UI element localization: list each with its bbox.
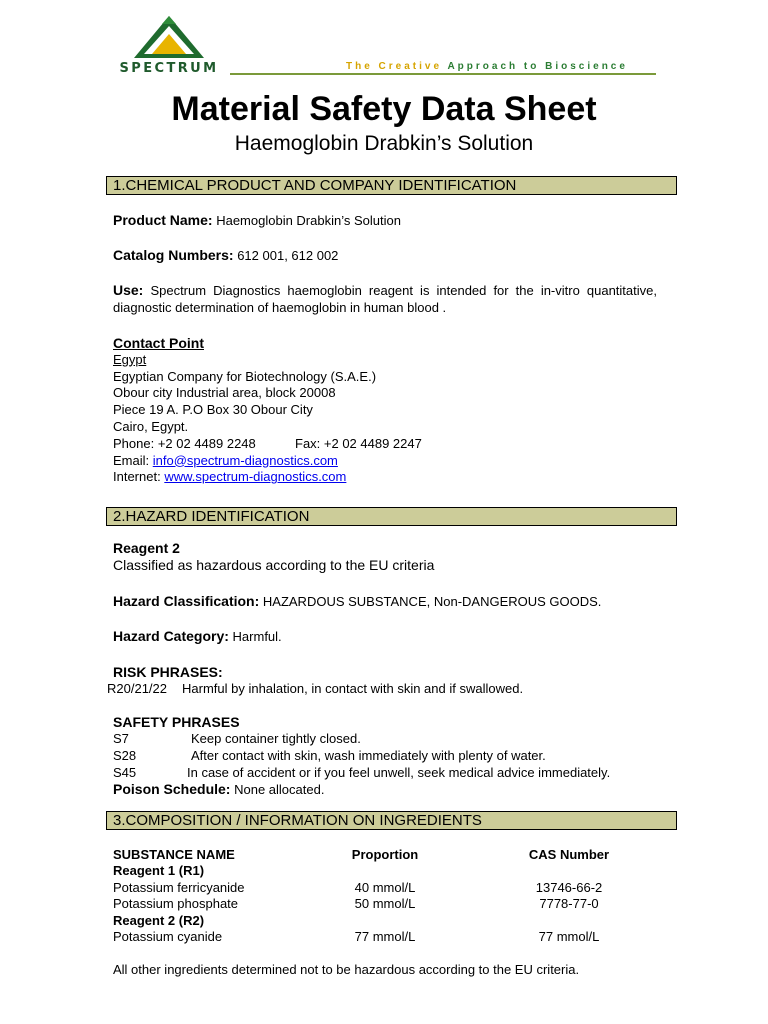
hazard-category-line bbox=[113, 628, 282, 645]
risk-heading: RISK PHRASES: bbox=[113, 664, 223, 680]
catalog-value: 612 001, 612 002 bbox=[237, 248, 339, 263]
brand-name: SPECTRUM bbox=[119, 61, 219, 76]
risk-text: Harmful by inhalation, in contact with skin and if swallowed. bbox=[182, 681, 524, 696]
address-line: Obour city Industrial area, block 20008 bbox=[113, 385, 336, 401]
use-paragraph bbox=[113, 282, 657, 316]
address-line: Cairo, Egypt. bbox=[113, 418, 189, 434]
contact-block bbox=[113, 335, 422, 486]
cell-cas: 13746-66-2 bbox=[535, 879, 603, 895]
table-row bbox=[113, 929, 673, 945]
safety-phrase bbox=[113, 748, 546, 764]
col-cas: CAS Number bbox=[528, 847, 610, 862]
tagline-part2: Approach to Bioscience bbox=[447, 61, 628, 72]
poison-line bbox=[113, 781, 324, 798]
table-header bbox=[113, 847, 673, 863]
reagent-label: Reagent 2 bbox=[113, 540, 180, 556]
address-line: Piece 19 A. P.O Box 30 Obour City bbox=[113, 402, 313, 418]
reagent1-label bbox=[113, 863, 673, 879]
tagline-part1: The Creative bbox=[346, 61, 443, 72]
hazard-class-value: HAZARDOUS SUBSTANCE, Non-DANGEROUS GOODS. bbox=[262, 594, 602, 609]
tagline bbox=[346, 61, 628, 72]
contact-heading: Contact Point bbox=[113, 335, 204, 351]
cell-proportion: 50 mmol/L bbox=[354, 896, 416, 912]
composition-table bbox=[113, 847, 673, 945]
page-subtitle: Haemoglobin Drabkin’s Solution bbox=[234, 132, 534, 155]
catalog-label: Catalog Numbers: bbox=[113, 247, 234, 263]
table-row bbox=[113, 896, 673, 912]
catalog-line bbox=[113, 247, 338, 264]
product-name-value: Haemoglobin Drabkin’s Solution bbox=[216, 213, 401, 228]
cell-proportion: 40 mmol/L bbox=[354, 879, 416, 895]
header-rule bbox=[230, 73, 656, 75]
triangle-logo-icon bbox=[132, 14, 206, 60]
section3-heading: 3.COMPOSITION / INFORMATION ON INGREDIENTS bbox=[106, 811, 677, 830]
safety-code: S28 bbox=[113, 748, 137, 763]
safety-text: Keep container tightly closed. bbox=[191, 731, 361, 746]
col-proportion: Proportion bbox=[351, 847, 419, 862]
phone: Phone: +2 02 4489 2248 bbox=[113, 435, 256, 451]
product-name-line bbox=[113, 212, 401, 229]
use-label: Use: bbox=[113, 282, 144, 298]
hazard-category-value: Harmful. bbox=[232, 629, 282, 644]
cell-substance: Potassium cyanide bbox=[113, 928, 223, 944]
address-line: Egyptian Company for Biotechnology (S.A.E.) bbox=[113, 368, 377, 384]
product-name-label: Product Name: bbox=[113, 212, 213, 228]
internet-label: Internet: bbox=[113, 469, 165, 485]
risk-code: R20/21/22 bbox=[107, 681, 167, 696]
cell-cas: 7778-77-0 bbox=[539, 896, 599, 912]
hazard-class-label: Hazard Classification: bbox=[113, 593, 260, 609]
safety-phrase bbox=[113, 731, 361, 747]
contact-country: Egypt bbox=[113, 351, 147, 367]
spectrum-logo bbox=[110, 14, 228, 76]
internet-line bbox=[113, 469, 422, 486]
reagent2-text: Reagent 2 (R2) bbox=[113, 912, 205, 928]
hazard-category-label: Hazard Category: bbox=[113, 628, 229, 644]
composition-footer: All other ingredients determined not to be hazardous according to the EU criteria. bbox=[113, 962, 580, 977]
classified-text: Classified as hazardous according to the EU criteria bbox=[113, 557, 435, 573]
safety-phrase bbox=[113, 765, 610, 781]
safety-code: S45 bbox=[113, 765, 137, 780]
cell-proportion: 77 mmol/L bbox=[354, 928, 416, 944]
poison-value: None allocated. bbox=[234, 782, 325, 797]
safety-code: S7 bbox=[113, 731, 129, 746]
reagent1-text: Reagent 1 (R1) bbox=[113, 863, 205, 879]
poison-label: Poison Schedule: bbox=[113, 781, 231, 797]
col-substance: SUBSTANCE NAME bbox=[113, 847, 235, 862]
email-line bbox=[113, 453, 422, 470]
safety-heading: SAFETY PHRASES bbox=[113, 714, 240, 730]
phone-fax-line bbox=[113, 436, 422, 453]
safety-text: After contact with skin, wash immediately with plenty of water. bbox=[191, 748, 546, 763]
safety-text: In case of accident or if you feel unwell, seek medical advice immediately. bbox=[187, 765, 611, 780]
reagent2-label bbox=[113, 913, 673, 929]
risk-phrase bbox=[107, 681, 523, 697]
website-link[interactable]: www.spectrum-diagnostics.com bbox=[164, 469, 347, 485]
email-label: Email: bbox=[113, 452, 153, 468]
table-row bbox=[113, 880, 673, 896]
fax: Fax: +2 02 4489 2247 bbox=[295, 435, 422, 451]
email-link[interactable]: info@spectrum-diagnostics.com bbox=[152, 452, 338, 468]
use-value: Spectrum Diagnostics haemoglobin reagent is intended for the in-vitro quantitative, diagnostic determination of haemoglobin in human blood . bbox=[113, 283, 657, 315]
hazard-class-line bbox=[113, 593, 601, 610]
cell-substance: Potassium phosphate bbox=[113, 896, 239, 912]
cell-cas: 77 mmol/L bbox=[538, 928, 600, 944]
cell-substance: Potassium ferricyanide bbox=[113, 879, 245, 895]
section2-heading: 2.HAZARD IDENTIFICATION bbox=[106, 507, 677, 526]
section1-heading: 1.CHEMICAL PRODUCT AND COMPANY IDENTIFICATION bbox=[106, 176, 677, 195]
page-title: Material Safety Data Sheet bbox=[171, 90, 597, 128]
